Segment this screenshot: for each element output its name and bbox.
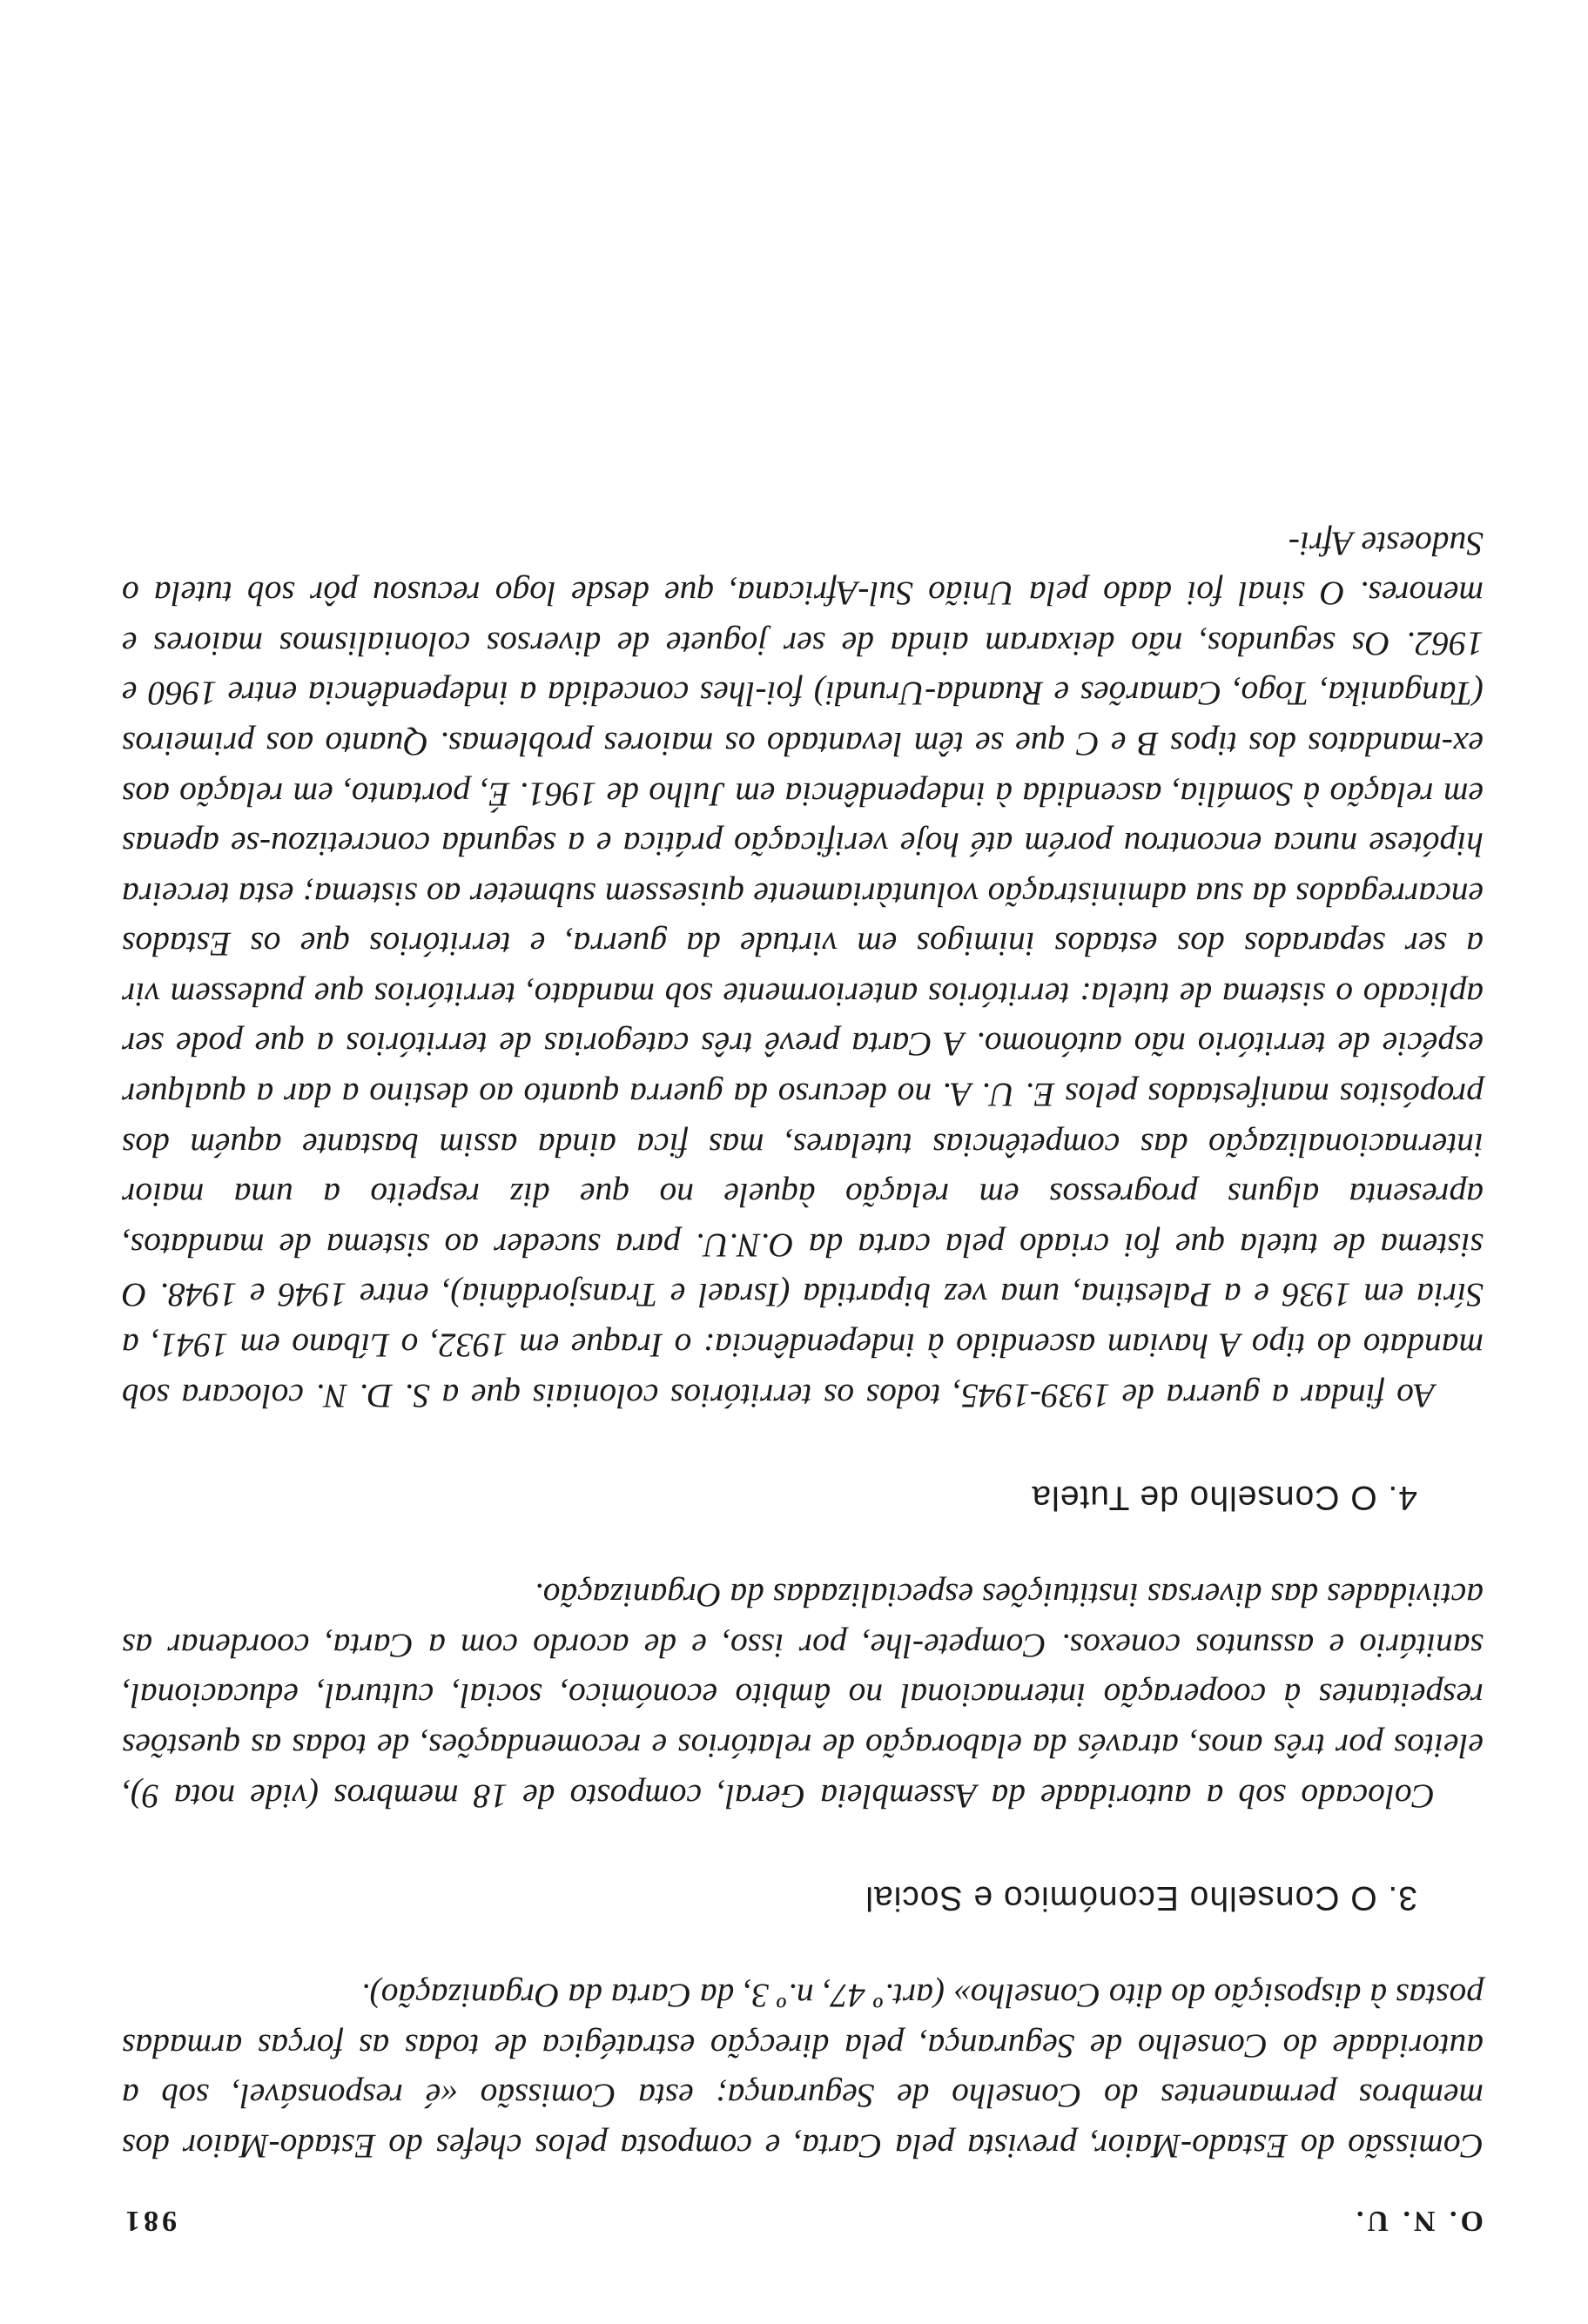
running-head-title: O. N. U. — [1352, 2205, 1484, 2237]
section-heading-conselho-economico-social: 3. O Conselho Económico e Social — [865, 1878, 1417, 1917]
page-number: 981 — [122, 2205, 177, 2237]
paragraph-conselho-tutela: Ao findar a guerra de 1939-1945, todos os territórios coloniais que a S. D. N. colocara sob mandato do tipo A haviam ascendido à independência: o Iraque em 1932, o Líbano em 1941, a Síria em 1936 e a Palestina, uma vez bipartida (Israel e Transjordânia), entre 1946 e 1948. O sistema de tutela que foi criado pela carta da O.N.U. para suceder ao sistema de mandatos, apresenta alguns progressos em relação àquele no que diz respeito a uma maior internacionalização das competências tutelares, mas fica ainda assim bastante aquém dos propósitos manifestados pelos E. U. A. no decurso da guerra quanto ao destino a dar a qualquer espécie de território não autónomo. A Carta prevê três categorias de territórios a que pode ser aplicado o sistema de tutela: territórios anteriormente sob mandato, territórios que pudessem vir a ser separados dos estados inimigos em virtude da guerra, e territórios que os Estados encarregados da sua administração voluntàriamente quisessem submeter ao sistema; esta terceira hipótese nunca encontrou porém até hoje verificação prática e a segunda concretizou-se apenas em relação à Somália, ascendida à independência em Julho de 1961. É, portanto, em relação aos ex-mandatos dos tipos B e C que se têm levantado os maiores problemas. Quanto aos primeiros (Tanganika, Togo, Camarões e Ruanda-Urundi) foi-lhes concedida a independência entre 1960 e 1962. Os segundos, não deixaram ainda de ser joguete de diversos colonialismos maiores e menores. O sinal foi dado pela União Sul-Africana, que desde logo recusou pôr sob tutela o Sudoeste Afri- — [122, 524, 1484, 1415]
section-heading-conselho-tutela: 4. O Conselho de Tutela — [1031, 1478, 1417, 1516]
running-head — [122, 2204, 1484, 2237]
paragraph-conselho-economico-social: Colocado sob a autoridade da Assembleia Geral, composto de 18 membros (vide nota 9), eleitos por três anos, através da elaboração de relatórios e recomendações, de todas as questões respeitantes à cooperação internacional no âmbito económico, social, cultural, educacional, sanitário e assuntos conexos. Compete-lhe, por isso, e de acordo com a Carta, coordenar as actividades das diversas instituições especializadas da Organização. — [122, 1576, 1484, 1816]
paragraph-estado-maior: Comissão do Estado-Maior, prevista pela Carta, e composta pelos chefes do Estado-Maior dos membros permanentes do Conselho de Segurança; esta Comissão «é responsável, sob a autoridade do Conselho de Segurança, pela direcção estratégica de todas as forças armadas postas à disposição do dito Conselho» (art.º 47, n.º 3, da Carta da Organização). — [122, 1977, 1484, 2166]
